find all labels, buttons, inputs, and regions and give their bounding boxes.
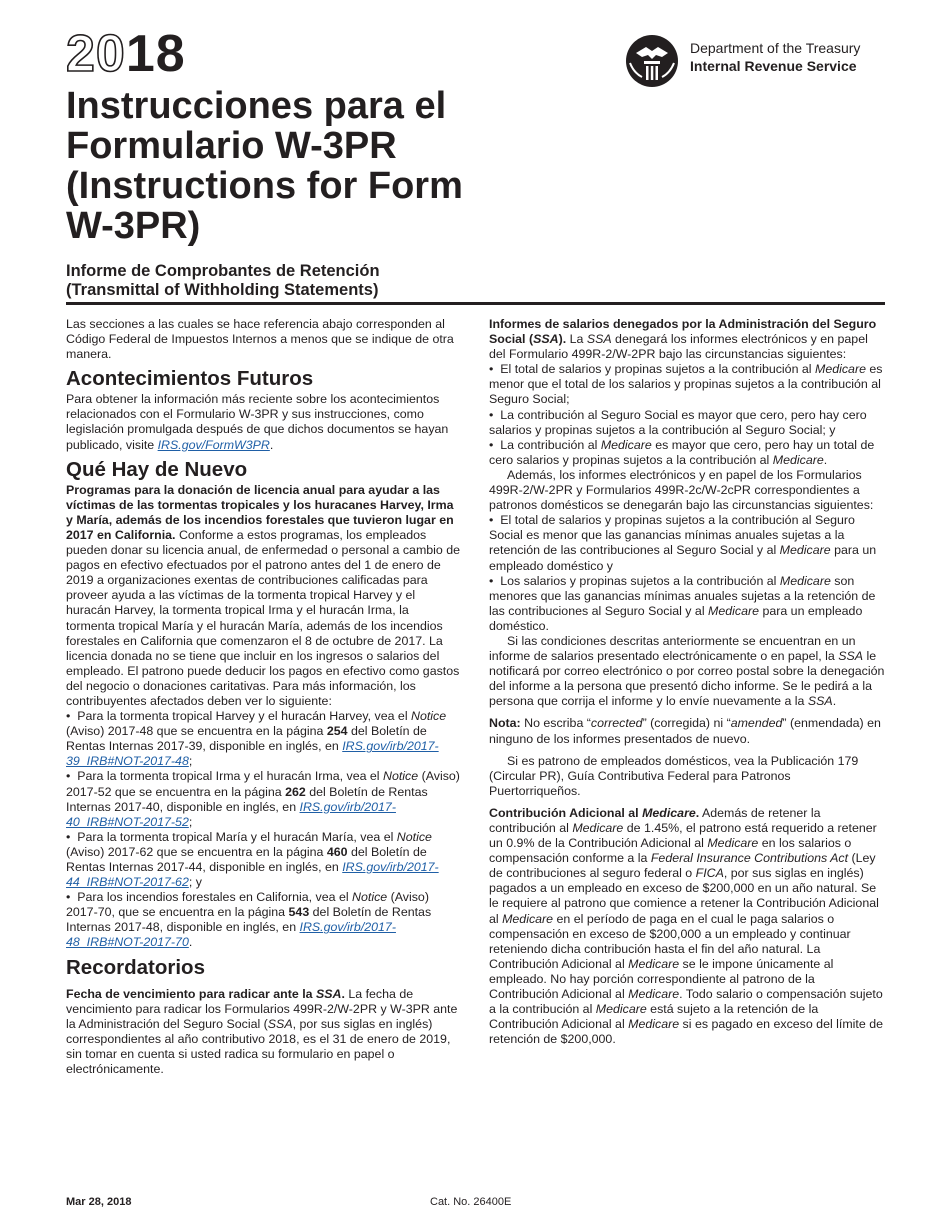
list-item: • Los salarios y propinas sujetos a la contribución al Medicare son menores que las ganancias mínimas anuales sujetas a la retención de las contribuciones al Seguro Social y al Medicare para un empleado doméstico. (489, 573, 876, 633)
list-item: • El total de salarios y propinas sujetos a la contribución al Seguro Social es menor que las ganancias mínimas anuales sujetas a la retención de las contribuciones al Seguro Social y al Medicare para un empleado doméstico y (489, 513, 877, 573)
due-date-paragraph: Fecha de vencimiento para radicar ante la SSA. La fecha de vencimiento para radicar los Formularios 499R-2/W-2PR y W-3PR ante la Administración del Seguro Social (SSA, por sus siglas en inglés) correspondientes al año contributivo 2018, es el 31 de enero de 2019, sin tomar en cuenta si usted radica su formulario en papel o electrónicamente. (66, 986, 458, 1077)
page-title: Instrucciones para el Formulario W-3PR (Instructions for Form W-3PR) (66, 85, 463, 247)
list-item: • Para la tormenta tropical Harvey y el huracán Harvey, vea el Notice (Aviso) 2017-48 que se encuentra en la página 254 del Boletín de Rentas Internas 2017-39, disponible en inglés, en IRS.gov/irb/2017-39_IRB#NOT-2017-48; (66, 709, 447, 769)
future-paragraph: Para obtener la información más reciente sobre los acontecimientos relacionados con el Formulario W-3PR y sus instrucciones, como legislación promulgada después de que dichos documentos se hayan publicado, visite IRS.gov/FormW3PR. (66, 392, 449, 452)
revision-date: Mar 28, 2018 (66, 1196, 132, 1208)
intro-paragraph: Las secciones a las cuales se hace referencia abajo corresponden al Código Federal de Impuestos Internos a menos que se indique de otra manera. (66, 317, 454, 362)
household-employers-paragraph: Además, los informes electrónicos y en papel de los Formularios 499R-2/W-2PR y Formularios 499R-2c/W-2cPR correspondientes a patronos domésticos se denegarán bajo las circunstancias siguientes: (489, 467, 874, 513)
catalog-number: Cat. No. 26400E (430, 1196, 512, 1208)
leave-donation-paragraph: Programas para la donación de licencia anual para ayudar a las víctimas de las tormentas tropicales y los huracanes Harvey, Irma y María, además de los incendios forestales que tuvieron lugar en 2017 en California. Conforme a estos programas, los empleados pueden donar su licencia anual, de enfermedad o personal a cambio de pagos en efectivo efectuados por el patrono antes del 1 de enero de 2019 a organizaciones exentas de contribuciones calificadas para proveer ayuda a las víctimas de la tormenta tropical Harvey y el huracán Harvey, la tormenta tropical Irma y el huracán Irma, la tormenta tropical María y el huracán María, además de los incendios forestales en California que comenzaron el 8 de octubre de 2017. La licencia donada no se tiene que incluir en los ingresos o salarios del empleado. El patrono puede deducir los pagos en efectivo como gastos del negocio o donaciones caritativas. Para más información, los contribuyentes afectados deben ver lo siguiente: (66, 482, 461, 708)
left-column (66, 317, 461, 1077)
additional-medicare-paragraph: Contribución Adicional al Medicare. Además de retener la contribución al Medicare de 1.45%, el patrono está requerido a retener un 0.9% de la Contribución Adicional al Medicare en los salarios o compensación conforme a la Federal Insurance Contributions Act (Ley de contribuciones al seguro federal o FICA, por sus siglas en inglés) pagados a un empleado en exceso de $200,000 en un año natural. Se le requiere al patrono que comience a retener la Contribución Adicional al Medicare en el período de paga en el cual le paga salarios o compensación en exceso de $200,000 a un empleado y continuar reteniendo dicha contribución hasta el fin del año natural. La Contribución Adicional al Medicare se le impone únicamente al empleado. No hay porción correspondiente al patrono de la Contribución Adicional al Medicare. Todo salario o compensación sujeto a la contribución al Medicare está sujeto a la retención de la Contribución Adicional al Medicare si es pagado en exceso del límite de retención de $200,000. (489, 805, 883, 1047)
list-item: • El total de salarios y propinas sujetos a la contribución al Medicare es menor que el total de los salarios y propinas sujetos a la contribución al Seguro Social; (489, 362, 883, 407)
notice-2017-62-link[interactable]: IRS.gov/irb/2017-44_IRB#NOT-2017-62 (66, 860, 439, 890)
household-pub-paragraph: Si es patrono de empleados domésticos, vea la Publicación 179 (Circular PR), Guía Contributiva Federal para Patronos Puertorriqueños. (489, 753, 859, 798)
heading-whats-new: Qué Hay de Nuevo (66, 457, 248, 481)
rejected-reports-paragraph: Informes de salarios denegados por la Administración del Seguro Social (SSA). La SSA denegará los informes electrónicos y en papel del Formulario 499R-2/W-2PR bajo las circunstancias siguientes: (489, 317, 877, 362)
list-item: • Para la tormenta tropical María y el huracán María, vea el Notice (Aviso) 2017-62 que se encuentra en la página 460 del Boletín de Rentas Internas 2017-44, disponible en inglés, en IRS.gov/irb/2017-44_IRB#NOT-2017-62; y (66, 829, 439, 890)
list-item: • La contribución al Medicare es mayor que cero, pero hay un total de cero salarios y propinas sujetos a la contribución al Medicare. (489, 437, 875, 467)
right-column (489, 317, 885, 1047)
header-divider (66, 302, 885, 305)
list-item: • Para la tormenta tropical Irma y el huracán Irma, vea el Notice (Aviso) 2017-52 que se encuentra en la página 262 del Boletín de Rentas Internas 2017-40, disponible en inglés, en IRS.gov/irb/2017-40_IRB#NOT-2017-52; (66, 769, 460, 829)
form-year: 2018 (66, 25, 186, 83)
note-paragraph: Nota: No escriba “corrected” (corregida) ni “amended” (enmendada) en ninguno de los informes presentados de nuevo. (489, 716, 881, 746)
notice-2017-52-link[interactable]: IRS.gov/irb/2017-40_IRB#NOT-2017-52 (66, 799, 396, 829)
notice-2017-70-link[interactable]: IRS.gov/irb/2017-48_IRB#NOT-2017-70 (66, 920, 396, 950)
notice-2017-48-link[interactable]: IRS.gov/irb/2017-39_IRB#NOT-2017-48 (66, 739, 439, 769)
list-item: • La contribución al Seguro Social es mayor que cero, pero hay cero salarios y propinas sujetos a la contribución al Seguro Social; y (489, 407, 867, 437)
irs-formw3pr-link[interactable]: IRS.gov/FormW3PR (157, 437, 270, 452)
page-subtitle: Informe de Comprobantes de Retención (Transmittal of Withholding Statements) (66, 262, 380, 299)
heading-reminders: Recordatorios (66, 955, 205, 979)
heading-future-developments: Acontecimientos Futuros (66, 367, 314, 391)
conditions-paragraph: Si las condiciones descritas anteriormente se encuentran en un informe de salarios presentado electrónicamente o en papel, la SSA le notificará por correo electrónico o por correo postal sobre la denegación del informe a la persona que presentó dicho informe. Se le pedirá a la persona que corrija el informe y lo envíe nuevamente a la SSA. (489, 633, 885, 709)
list-item: • Para los incendios forestales en California, vea el Notice (Aviso) 2017-70, que se encuentra en la página 543 del Boletín de Rentas Internas 2017-48, disponible en inglés, en IRS.gov/irb/2017-48_IRB#NOT-2017-70. (66, 890, 432, 950)
agency-name: Department of the Treasury Internal Revenue Service (690, 40, 861, 74)
irs-eagle-logo-icon (622, 33, 682, 89)
